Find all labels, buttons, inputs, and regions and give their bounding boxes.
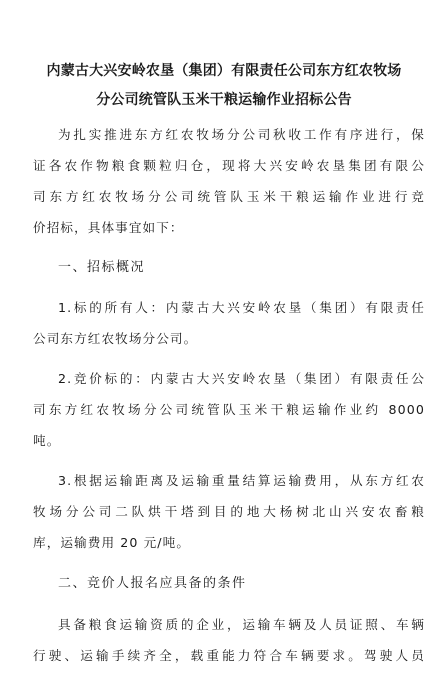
document-title-line-1: 内蒙古大兴安岭农垦（集团）有限责任公司东方红农牧场 xyxy=(46,63,402,79)
intro-line-2: 证各农作物粮食颗粒归仓，现将大兴安岭农垦集团有限公 xyxy=(33,158,425,173)
item-2-line-3: 吨。 xyxy=(33,433,61,448)
item-2-line-1: 2.竞价标的：内蒙古大兴安岭农垦（集团）有限责任公 xyxy=(58,371,425,386)
section-2-line-2: 行驶、运输手续齐全，载重能力符合车辆要求。驾驶人员 xyxy=(33,648,425,663)
item-3-line-1: 3.根据运输距离及运输重量结算运输费用，从东方红农 xyxy=(58,473,425,488)
intro-line-1: 为扎实推进东方红农牧场分公司秋收工作有序进行，保 xyxy=(58,127,425,142)
intro-line-4: 价招标，具体事宜如下： xyxy=(33,220,184,235)
section-2-line-1: 具备粮食运输资质的企业，运输车辆及人员证照、车辆 xyxy=(58,617,425,632)
item-1-line-1: 1.标的所有人：内蒙古大兴安岭农垦（集团）有限责任 xyxy=(58,300,425,315)
document-title-line-2: 分公司统管队玉米干粮运输作业招标公告 xyxy=(96,92,352,108)
item-3-line-3: 库，运输费用 20 元/吨。 xyxy=(33,535,191,550)
section-1-heading: 一、招标概况 xyxy=(58,260,146,275)
intro-line-3: 司东方红农牧场分公司统管队玉米干粮运输作业进行竞 xyxy=(33,189,425,204)
item-2-line-2: 司东方红农牧场分公司统管队玉米干粮运输作业约 8000 xyxy=(33,402,425,417)
item-3-line-2: 牧场分公司二队烘干塔到目的地大杨树北山兴安农畜粮 xyxy=(33,504,425,519)
item-1-line-2: 公司东方红农牧场分公司。 xyxy=(33,331,198,346)
section-2-heading: 二、竞价人报名应具备的条件 xyxy=(58,576,247,591)
